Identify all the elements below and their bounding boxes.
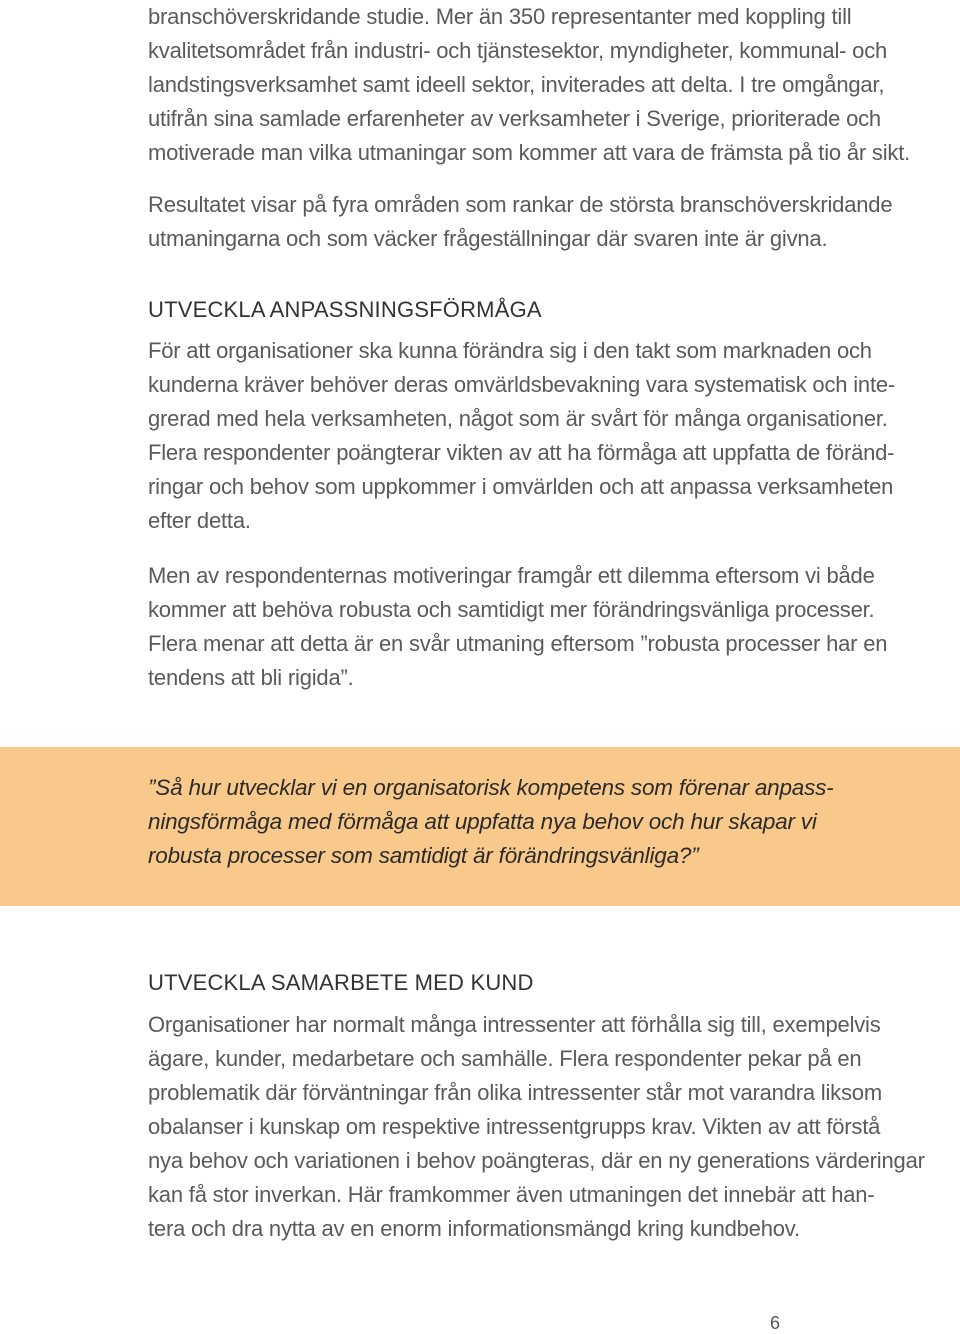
text-line: ägare, kunder, medarbetare och samhälle. Flera respondenter pekar på en [148,1046,862,1071]
section-heading-samarbete-med-kund: UTVECKLA SAMARBETE MED KUND [148,970,534,995]
text-line: efter detta. [148,508,251,533]
text-line: kommer att behöva robusta och samtidigt mer förändringsvänliga processer. [148,597,875,622]
intro-paragraph [148,0,960,170]
text-line: tendens att bli rigida”. [148,665,354,690]
text-line: För att organisationer ska kunna förändra sig i den takt som marknaden och [148,338,872,363]
result-paragraph [148,188,960,256]
text-line: Flera respondenter poängterar vikten av att ha förmåga att uppfatta de föränd- [148,440,895,465]
text-line: tera och dra nytta av en enorm informationsmängd kring kundbehov. [148,1216,800,1241]
page-number: 6 [769,1313,780,1333]
text-line: ringar och behov som uppkommer i omvärlden och att anpassa verksamheten [148,474,894,499]
text-line: nya behov och variationen i behov poängteras, där en ny generations värderingar [148,1148,925,1173]
text-line: kunderna kräver behöver deras omvärldsbevakning vara systematisk och inte- [148,372,896,397]
text-line: branschöverskridande studie. Mer än 350 representanter med koppling till [148,4,852,29]
quote-line: ningsförmåga med förmåga att uppfatta nya behov och hur skapar vi [148,809,817,834]
text-line: utifrån sina samlade erfarenheter av verksamheter i Sverige, prioriterade och [148,106,881,131]
text-line: grerad med hela verksamheten, något som är svårt för många organisationer. [148,406,888,431]
text-line: Flera menar att detta är en svår utmaning eftersom ”robusta processer har en [148,631,888,656]
section1-paragraph-1 [148,334,960,538]
text-line: obalanser i kunskap om respektive intressentgrupps krav. Vikten av att förstå [148,1114,881,1139]
section1-paragraph-2 [148,559,960,695]
quote-line: robusta processer som samtidigt är förändringsvänliga?” [148,843,699,868]
text-line: kan få stor inverkan. Här framkommer även utmaningen det innebär att han- [148,1182,875,1207]
text-line: landstingsverksamhet samt ideell sektor, inviterades att delta. I tre omgångar, [148,72,885,97]
pull-quote [148,771,833,873]
text-line: Men av respondenternas motiveringar framgår ett dilemma eftersom vi både [148,563,875,588]
text-line: Resultatet visar på fyra områden som rankar de största branschöverskridande [148,192,893,217]
section2-paragraph-1 [148,1008,960,1246]
text-line: problematik där förväntningar från olika intressenter står mot varandra liksom [148,1080,882,1105]
section-heading-anpassningsformaga: UTVECKLA ANPASSNINGSFÖRMÅGA [148,297,542,322]
quote-line: ”Så hur utvecklar vi en organisatorisk kompetens som förenar anpass- [148,775,834,800]
text-line: Organisationer har normalt många intressenter att förhålla sig till, exempelvis [148,1012,881,1037]
text-line: kvalitetsområdet från industri- och tjänstesektor, myndigheter, kommunal- och [148,38,888,63]
text-line: motiverade man vilka utmaningar som kommer att vara de främsta på tio år sikt. [148,140,911,165]
text-line: utmaningarna och som väcker frågeställningar där svaren inte är givna. [148,226,828,251]
